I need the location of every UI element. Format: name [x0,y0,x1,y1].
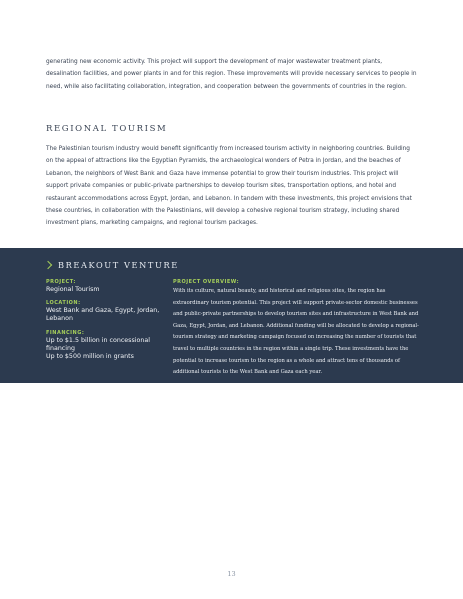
breakout-venture-title: BREAKOUT VENTURE [58,260,179,270]
financing-line-2: Up to $500 million in grants [46,353,134,361]
overview-text: With its culture, natural beauty, and historical and religious sites, the region has extraordinary tourism potential. This project will support private-sector domestic businesses and public-private partnerships to develop tourism sites and infrastructure in West Bank and Gaza, Egypt, Jordan, and Lebanon. Additional funding will be allocated to develop a regional-tourism strategy and marketing campaign focused on increasing the number of tourists that travel to multiple countries in the region within a single trip. These investments have the potential to increase tourism to the region as a whole and attract tens of thousands of additional tourists to the West Bank and Gaza each year. [173,288,419,376]
chevron-right-icon [44,261,52,269]
breakout-venture-header [45,260,179,270]
overview-label: PROJECT OVERVIEW: [173,279,240,285]
intro-paragraph: generating new economic activity. This project will support the development of major wastewater treatment plants, desalination facilities, and power plants in and for this region. These improvements will provide necessary services to people in need, while also facilitating collaboration, integration, and cooperation between the governments of countries in the region. [46,59,417,90]
breakout-venture-panel [0,248,463,383]
location-label: LOCATION: [46,300,81,307]
project-label: PROJECT: [46,279,76,285]
project-overview [173,279,423,379]
location-value: West Bank and Gaza, Egypt, Jordan, Lebanon [46,307,160,323]
financing-label: FINANCING: [46,329,85,336]
venture-details [46,279,166,367]
project-value: Regional Tourism [46,286,100,293]
financing-line-1: Up to $1.5 billion in concessional financing [46,336,150,352]
page-number: 13 [227,570,236,578]
section-heading: REGIONAL TOURISM [46,124,168,134]
section-body-paragraph: The Palestinian tourism industry would benefit significantly from increased tourism activity in neighboring countries. Building on the appeal of attractions like the Egyptian Pyramids, the archaeological wonders of Petra in Jordan, and the beaches of Lebanon, the neighbors of West Bank and Gaza have immense potential to grow their tourism industries. This project will support private companies or public-private partnerships to develop tourism sites, transportation options, and hotel and restaurant accommodations across Egypt, Jordan, and Lebanon. In tandem with these investments, this project envisions that these countries, in collaboration with the Palestinians, will develop a cohesive regional tourism strategy, including shared investment plans, marketing campaigns, and regional tourism packages. [46,146,412,227]
